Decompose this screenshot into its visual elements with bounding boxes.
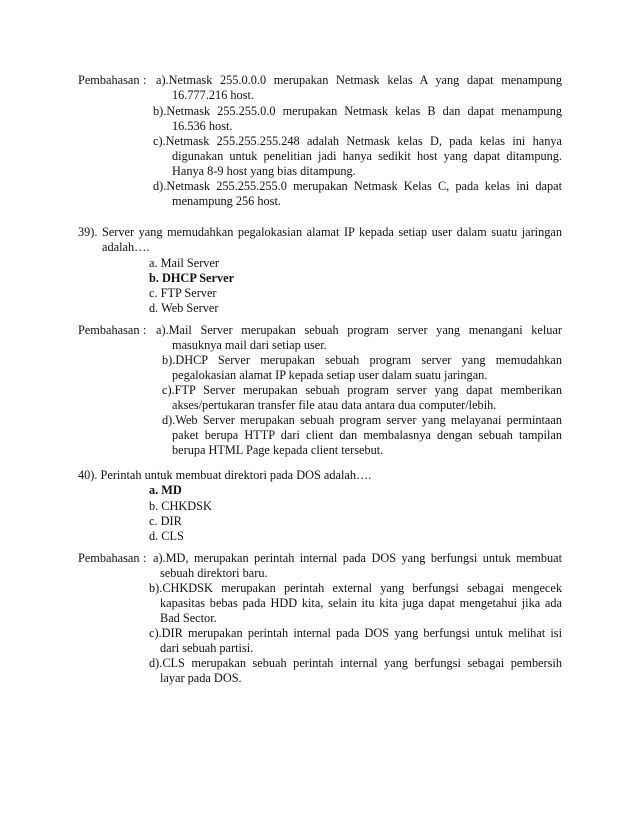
explanation-line: berupa HTML Page kepada client tersebut. <box>172 443 384 457</box>
explanation-line: d).Netmask 255.255.255.0 merupakan Netmask Kelas C, pada kelas ini dapat <box>153 179 562 193</box>
explanation-line: masuknya mail dari setiap user. <box>172 338 327 352</box>
colon: : <box>143 73 147 87</box>
option-b-answer: b. DHCP Server <box>149 271 235 285</box>
explanation-line: 16.536 host. <box>172 119 233 133</box>
explanation-line: b).Netmask 255.255.0.0 merupakan Netmask kelas B dan dapat menampung <box>153 104 562 118</box>
option-a: a. Mail Server <box>149 256 219 270</box>
explanation-line: pegalokasian alamat IP kepada setiap user dalam suatu jaringan. <box>172 368 488 382</box>
explanation-line: paket berupa HTTP dari client dan membalasnya dengan sebuah tampilan <box>172 428 562 442</box>
explanation-line: c).Netmask 255.255.255.248 adalah Netmask kelas D, pada kelas ini hanya <box>153 134 562 148</box>
option-d: d. Web Server <box>149 301 219 315</box>
explanation-line: b).DHCP Server merupakan sebuah program server yang memudahkan <box>162 353 562 367</box>
explanation-line: a).MD, merupakan perintah internal pada DOS yang berfungsi untuk membuat <box>153 551 562 565</box>
explanation-line: b).CHKDSK merupakan perintah external yang berfungsi sebagai mengecek <box>149 581 562 595</box>
pembahasan-label: Pembahasan <box>78 551 140 565</box>
colon: : <box>143 323 147 337</box>
option-c: c. DIR <box>149 514 182 528</box>
pembahasan-label: Pembahasan <box>78 73 140 87</box>
explanation-line: sebuah direktori baru. <box>160 566 268 580</box>
explanation-line: Hanya 8-9 host yang bias ditampung. <box>172 164 356 178</box>
explanation-line: layar pada DOS. <box>160 671 242 685</box>
explanation-line: a).Netmask 255.0.0.0 merupakan Netmask kelas A yang dapat menampung <box>156 73 562 87</box>
explanation-line: c).DIR merupakan perintah internal pada DOS yang berfungsi untuk melihat isi <box>149 626 562 640</box>
explanation-line: a).Mail Server merupakan sebuah program server yang menangani keluar <box>156 323 562 337</box>
explanation-line: dari sebuah partisi. <box>160 641 254 655</box>
explanation-line: menampung 256 host. <box>172 194 281 208</box>
explanation-line: kapasitas bebas pada HDD kita, selain itu kita juga dapat mengetahui jika ada <box>160 596 562 610</box>
option-a-answer: a. MD <box>149 483 182 497</box>
question-text: 40). Perintah untuk membuat direktori pada DOS adalah…. <box>78 468 372 482</box>
explanation-line: Bad Sector. <box>160 611 217 625</box>
explanation-line: digunakan untuk penelitian jadi hanya sedikit host yang dapat ditampung. <box>172 149 562 163</box>
colon: : <box>143 551 147 565</box>
pembahasan-label: Pembahasan <box>78 323 140 337</box>
option-b: b. CHKDSK <box>149 499 212 513</box>
option-c: c. FTP Server <box>149 286 217 300</box>
option-d: d. CLS <box>149 529 184 543</box>
explanation-line: 16.777.216 host. <box>172 88 254 102</box>
explanation-line: d).Web Server merupakan sebuah program server yang melayanai permintaan <box>162 413 562 427</box>
question-text: adalah…. <box>102 240 150 254</box>
explanation-line: akses/pertukaran transfer file atau data antara dua computer/lebih. <box>172 398 497 412</box>
explanation-line: d).CLS merupakan sebuah perintah internal yang berfungsi sebagai pembersih <box>149 656 562 670</box>
explanation-line: c).FTP Server merupakan sebuah program server yang dapat memberikan <box>162 383 562 397</box>
question-text: 39). Server yang memudahkan pegalokasian alamat IP kepada setiap user dalam suatu jaringan <box>78 225 562 239</box>
